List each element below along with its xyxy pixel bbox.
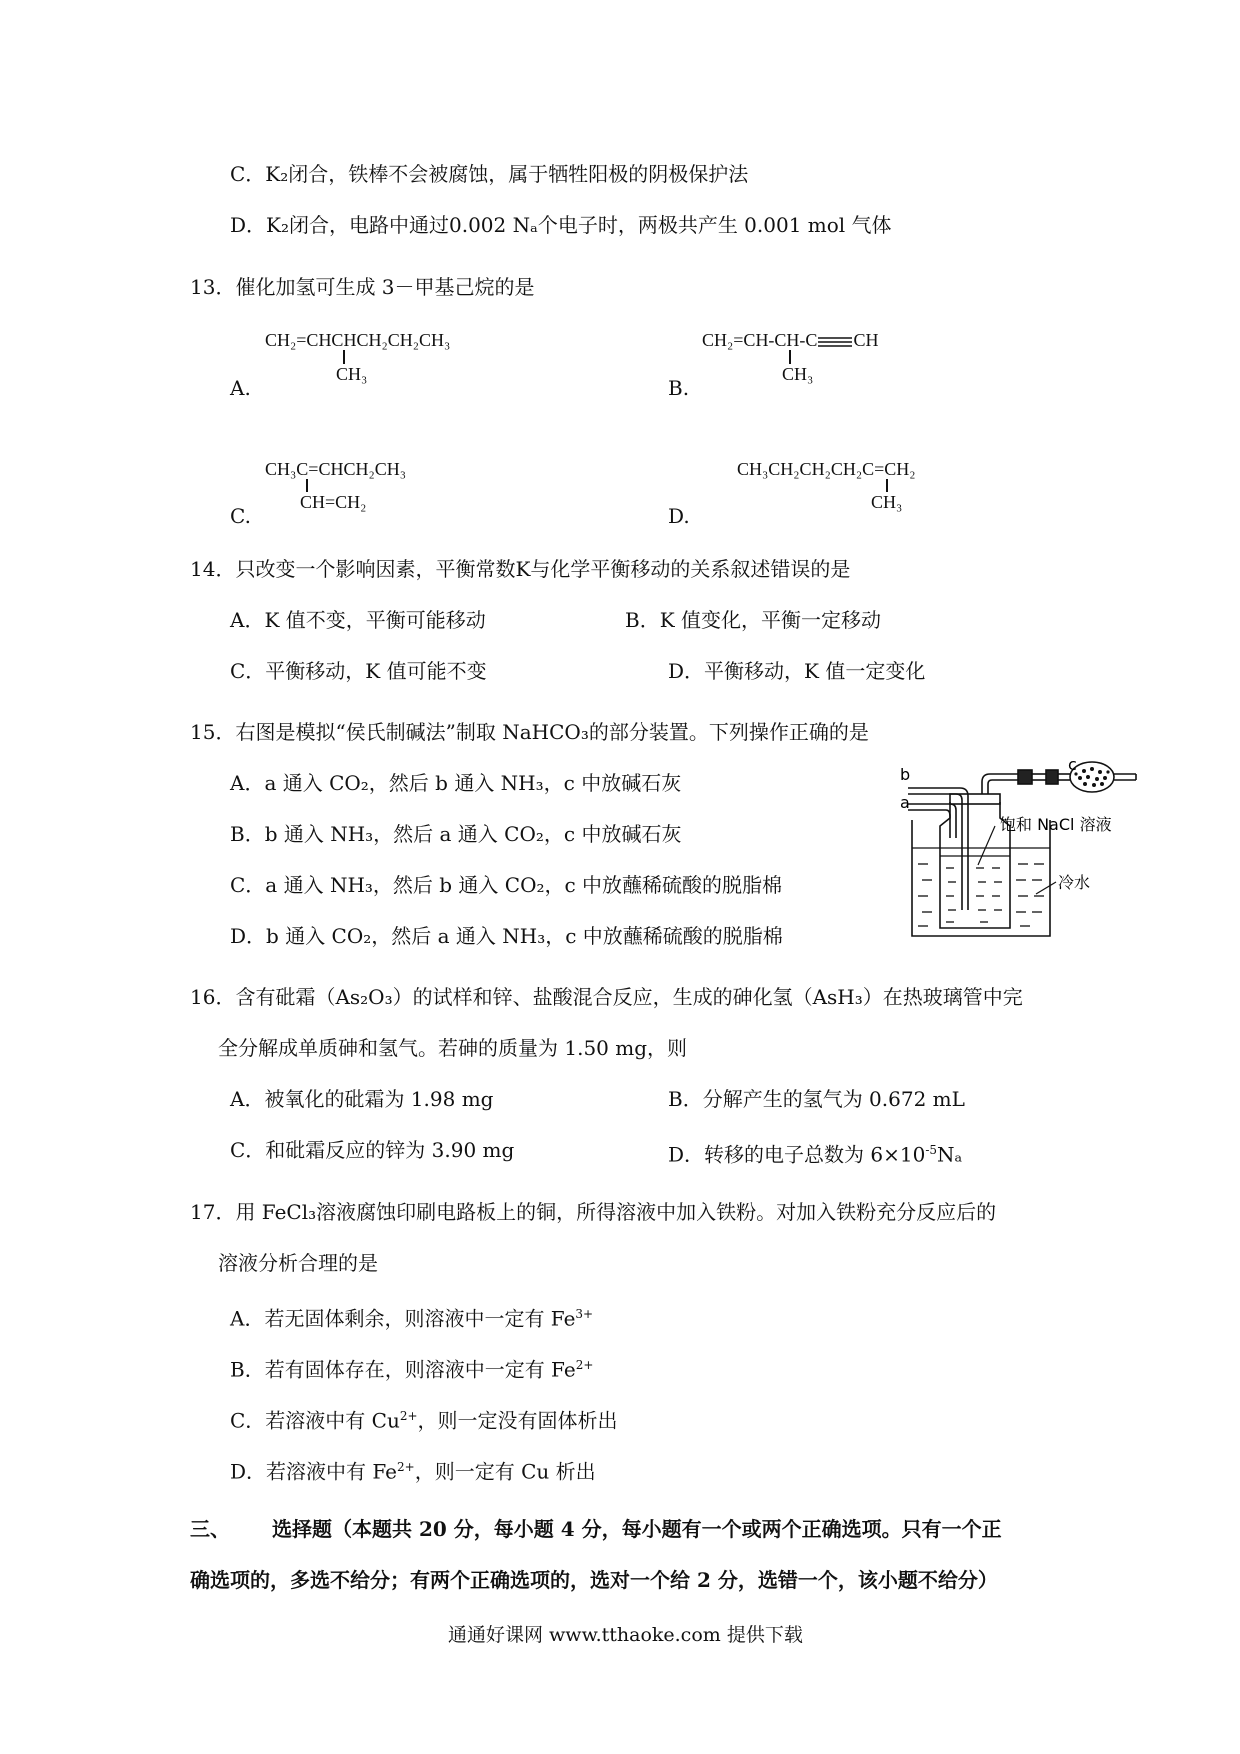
q12-option-c: C．K₂闭合，铁棒不会被腐蚀，属于牺牲阳极的阴极保护法 [230,162,749,186]
q17-option-c [230,1404,618,1433]
diagram-label-a: a [900,793,910,812]
q17-option-a-charge: 3+ [575,1307,594,1321]
q14-option-a: A．K 值不变，平衡可能移动 [230,608,486,632]
q17-option-a-text: A．若无固体剩余，则溶液中一定有 Fe [230,1306,576,1331]
q13-option-d-branch: CH₃ [871,492,903,512]
q13-option-c-bond [306,479,308,492]
q13-option-a-formula: CH₂=CHCHCH₂CH₂CH₃ [265,330,451,350]
q14-option-b: B．K 值变化，平衡一定移动 [625,608,881,632]
q17-stem-line2: 溶液分析合理的是 [218,1251,378,1275]
q15-option-a: A．a 通入 CO₂，然后 b 通入 NH₃，c 中放碱石灰 [230,771,682,795]
q16-option-d [668,1138,962,1167]
diagram-label-water: 冷水 [1058,873,1091,892]
q17-option-b [230,1353,593,1382]
q17-option-a [230,1302,593,1331]
q16-stem-line2: 全分解成单质砷和氢气。若砷的质量为 1.50 mg，则 [218,1036,688,1060]
section3-instructions-line2: 确选项的，多选不给分；有两个正确选项的，选对一个给 2 分，选错一个，该小题不给分） [190,1568,998,1592]
q16-option-d-unit: Nₐ [937,1142,963,1167]
triple-bond-icon [817,335,853,349]
q13-option-a-bond [343,350,345,364]
diagram-label-nacl: 饱和 NaCl 溶液 [1000,815,1112,834]
q13-stem: 13．催化加氢可生成 3－甲基己烷的是 [190,275,535,299]
q13-option-b-formula [702,330,878,350]
q13-option-c-branch: CH=CH₂ [300,492,367,512]
q16-option-b: B．分解产生的氢气为 0.672 mL [668,1087,965,1111]
q12-option-d: D．K₂闭合，电路中通过0.002 Nₐ个电子时，两极共产生 0.001 mol 气体 [230,213,892,237]
q13-option-d-label: D. [668,504,690,528]
bottle-stopper [950,794,1000,804]
q16-option-d-text: D．转移的电子总数为 6×10 [668,1142,926,1167]
q13-option-b-label: B. [668,376,690,400]
q15-option-d: D．b 通入 CO₂，然后 a 通入 NH₃，c 中放蘸稀硫酸的脱脂棉 [230,924,783,948]
q16-option-c: C．和砒霜反应的锌为 3.90 mg [230,1138,515,1162]
tube-a [908,804,956,838]
section3-instructions-line1: 选择题（本题共 20 分，每小题 4 分，每小题有一个或两个正确选项。只有一个正 [272,1517,1002,1541]
diagram-label-c: c [1068,760,1077,774]
q13-option-a-branch: CH₃ [336,364,368,384]
q17-option-c-text: C．若溶液中有 Cu [230,1408,400,1433]
q15-stem: 15．右图是模拟“侯氏制碱法”制取 NaHCO₃的部分装置。下列操作正确的是 [190,720,869,744]
q13-option-a-label: A. [230,376,251,400]
diagram-label-b: b [900,765,911,784]
q17-option-c-charge: 2+ [399,1409,418,1423]
q17-option-d [230,1455,596,1484]
q16-option-a: A．被氧化的砒霜为 1.98 mg [230,1087,494,1111]
q17-option-d-charge: 2+ [397,1460,415,1474]
q13-option-c-label: C. [230,504,251,528]
q14-stem: 14．只改变一个影响因素，平衡常数K与化学平衡移动的关系叙述错误的是 [190,557,851,581]
q13-option-d-bond [886,479,888,492]
q14-option-d: D．平衡移动，K 值一定变化 [668,659,926,683]
beaker-outline [912,820,1050,936]
page-footer: 通通好课网 www.tthaoke.com 提供下载 [448,1624,803,1646]
q17-option-c-tail: ，则一定没有固体析出 [417,1408,618,1433]
q17-option-b-text: B．若有固体存在，则溶液中一定有 Fe [230,1357,576,1382]
q15-option-b: B．b 通入 NH₃，然后 a 通入 CO₂，c 中放碱石灰 [230,822,682,846]
q17-option-b-charge: 2+ [575,1358,594,1372]
q17-option-d-tail: ，则一定有 Cu 析出 [414,1459,596,1484]
q13-option-b-end: CH [853,330,879,350]
tube-b [908,788,968,910]
q17-stem-line1: 17．用 FeCl₃溶液腐蚀印刷电路板上的铜，所得溶液中加入铁粉。对加入铁粉充分反应后的 [190,1200,997,1224]
q14-option-c: C．平衡移动，K 值可能不变 [230,659,487,683]
q13-option-d-formula: CH₃CH₂CH₂CH₂C=CH₂ [737,459,916,479]
q13-option-b-main: CH₂=CH-CH-C [702,330,818,350]
q13-option-c-formula: CH₃C=CHCH₂CH₃ [265,459,407,479]
q13-option-b-bond [789,350,791,364]
section3-number: 三、 [190,1517,230,1541]
q16-stem-line1: 16．含有砒霜（As₂O₃）的试样和锌、盐酸混合反应，生成的砷化氢（AsH₃）在热玻璃管中完 [190,985,1023,1009]
q17-option-d-text: D．若溶液中有 Fe [230,1459,398,1484]
q15-option-c: C．a 通入 NH₃，然后 b 通入 CO₂，c 中放蘸稀硫酸的脱脂棉 [230,873,783,897]
q15-apparatus-diagram [900,760,1140,945]
q13-option-b-branch: CH₃ [782,364,814,384]
q16-option-d-exponent: -5 [925,1143,938,1157]
